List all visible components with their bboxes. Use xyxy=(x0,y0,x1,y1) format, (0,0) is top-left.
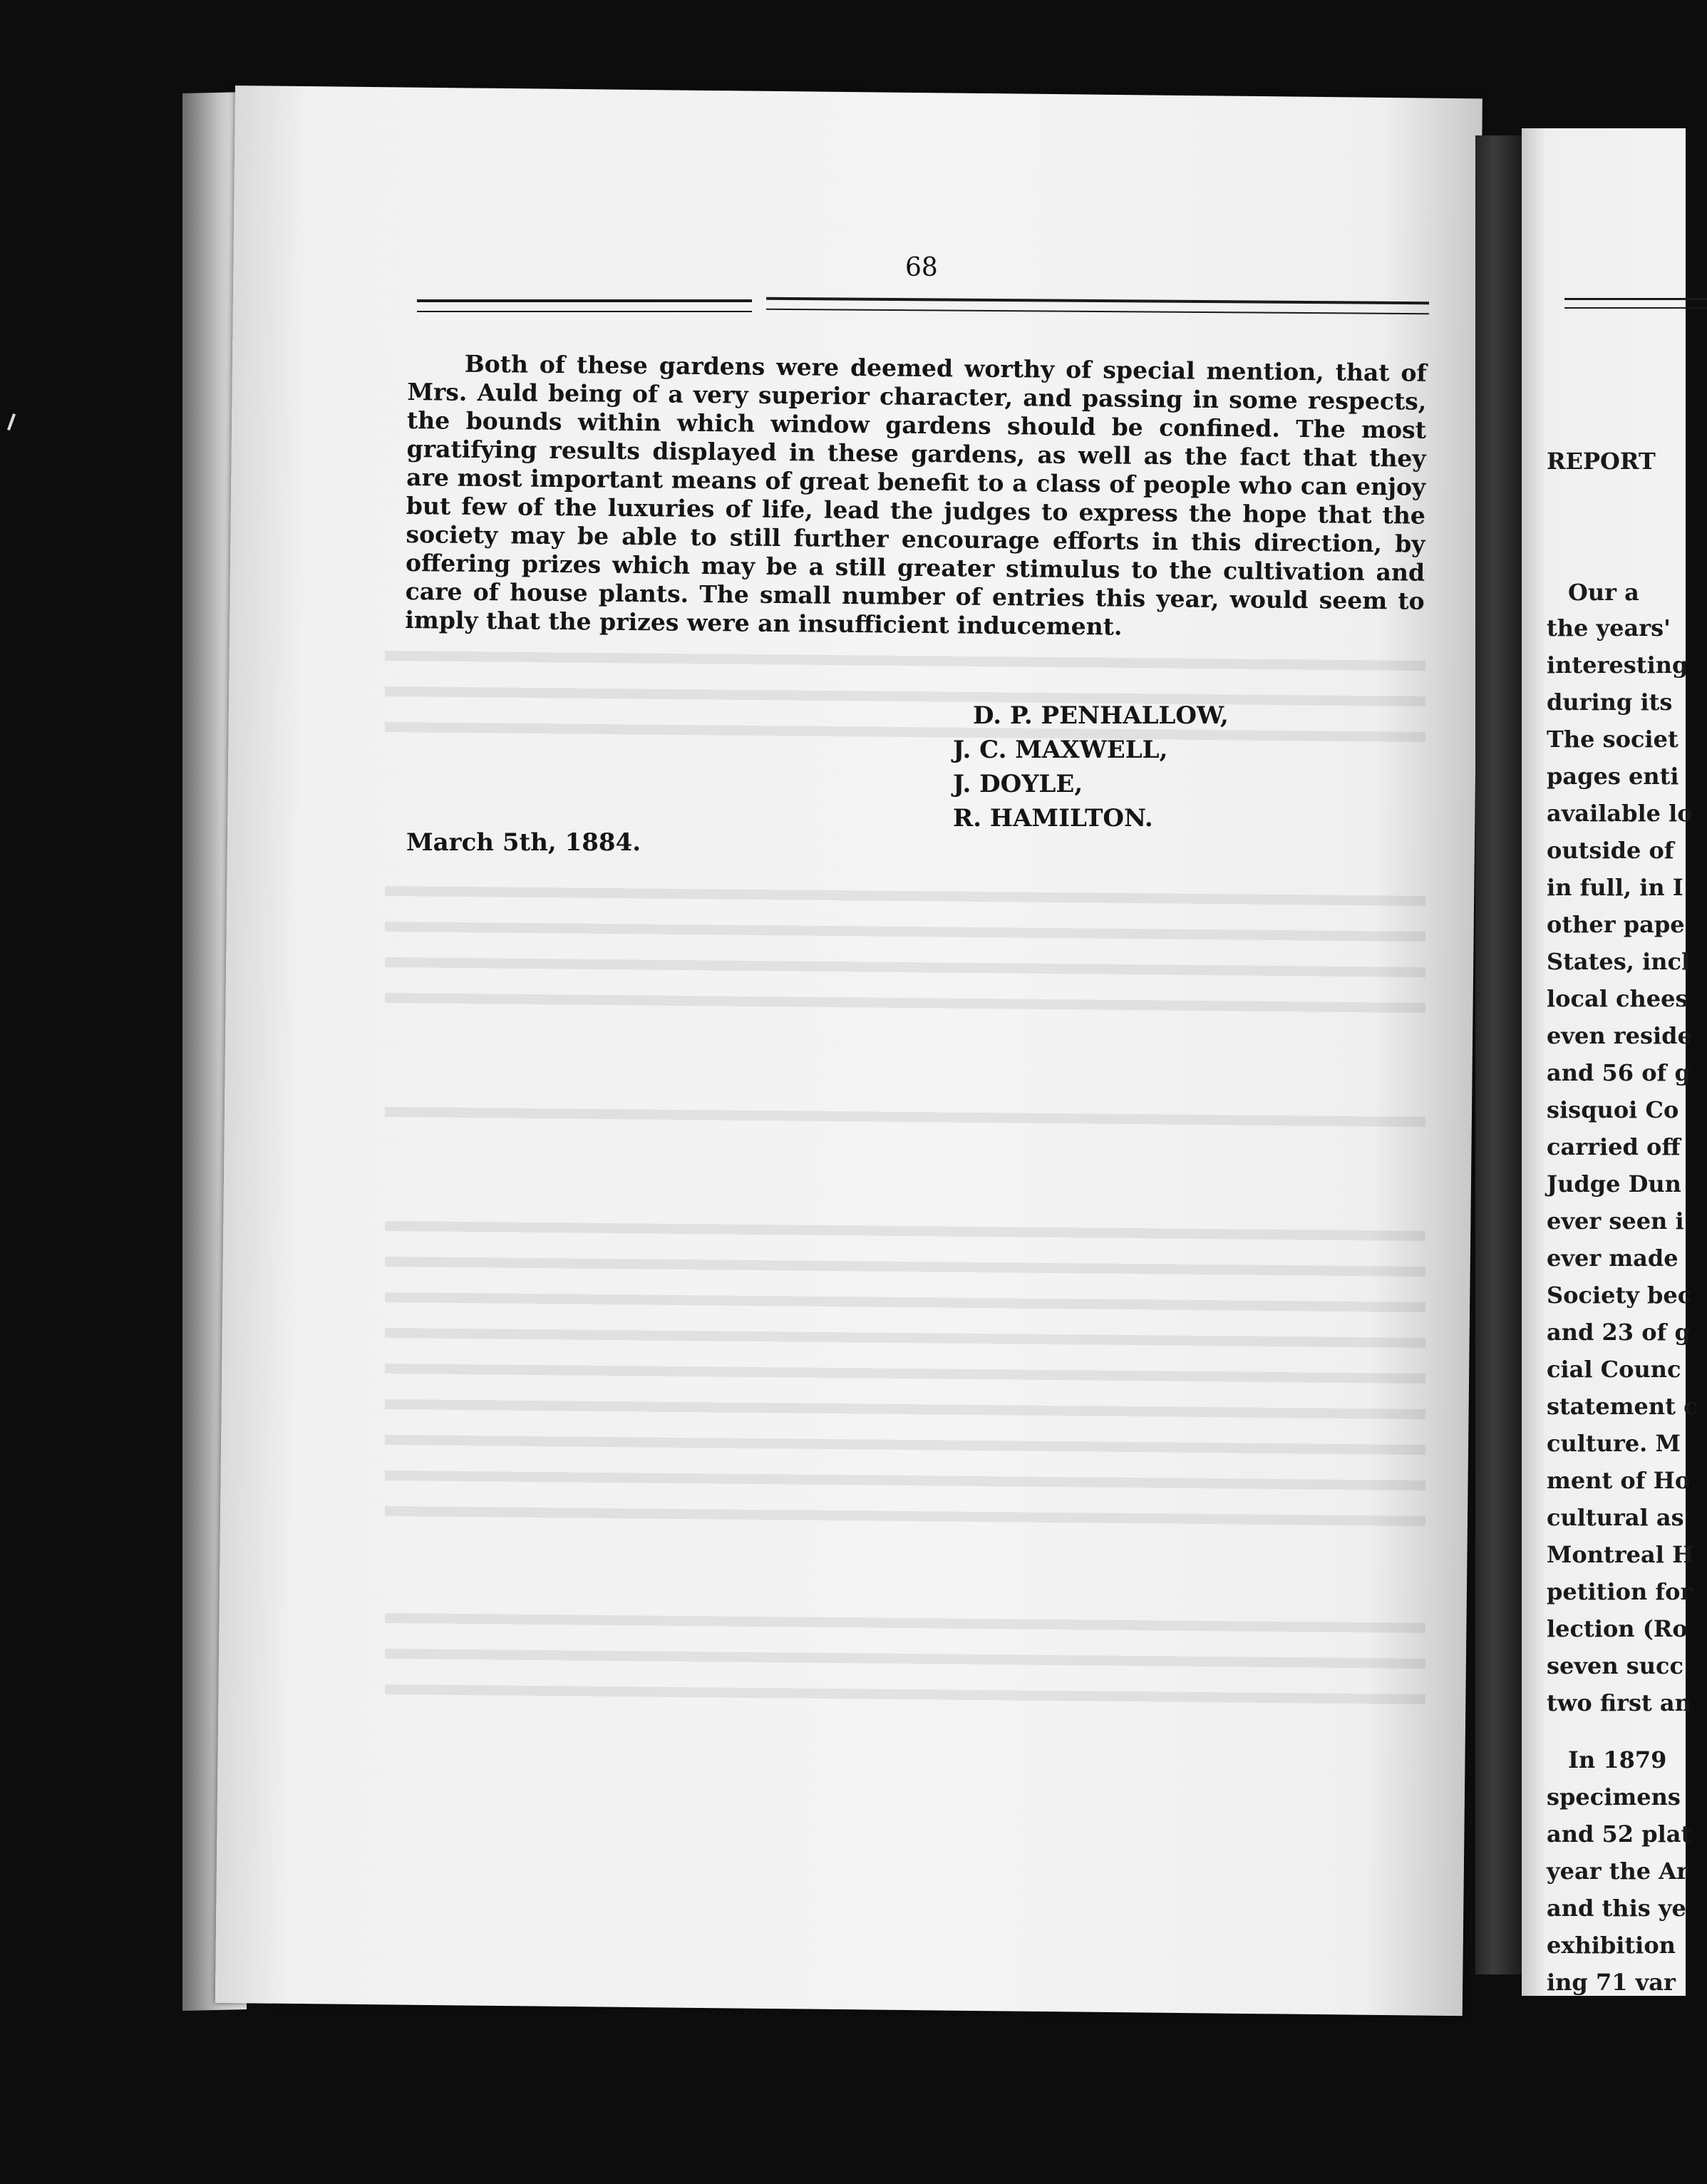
right-page-line: year the Ar xyxy=(1547,1858,1688,1885)
right-page-line: and 56 of g xyxy=(1547,1059,1691,1086)
bleed-through-texture xyxy=(385,642,1440,1753)
right-page-line: outside of xyxy=(1547,837,1674,864)
right-page-line: other pape xyxy=(1547,911,1685,938)
right-page-line: even reside xyxy=(1547,1022,1692,1049)
signer-4: R. HAMILTON. xyxy=(953,804,1153,833)
right-page-line: interesting xyxy=(1547,651,1688,679)
right-page-line: local chees xyxy=(1547,985,1688,1012)
right-page-rule xyxy=(1564,298,1707,309)
signer-1: D. P. PENHALLOW, xyxy=(973,701,1229,730)
right-page-line: In 1879 xyxy=(1568,1746,1667,1773)
right-page-line: pages enti xyxy=(1547,763,1679,790)
right-page-line: culture. M xyxy=(1547,1430,1681,1457)
right-page-line: States, incl xyxy=(1547,948,1691,975)
right-page-line: the years' xyxy=(1547,614,1671,642)
right-page-line: Society bec xyxy=(1547,1282,1692,1309)
right-page-line: cial Counc xyxy=(1547,1356,1681,1383)
right-page-line: ment of Ho xyxy=(1547,1467,1691,1494)
right-page-line: and 23 of g xyxy=(1547,1319,1691,1346)
right-page-line: petition for xyxy=(1547,1578,1693,1605)
right-page-line: exhibition xyxy=(1547,1932,1676,1959)
right-page-line: Our a xyxy=(1568,579,1639,606)
right-page-line: ever seen i xyxy=(1547,1207,1684,1235)
right-page-line: carried off xyxy=(1547,1133,1681,1160)
right-page-line: Montreal H xyxy=(1547,1541,1694,1568)
right-page-line: and 52 plat xyxy=(1547,1820,1692,1848)
report-date: March 5th, 1884. xyxy=(406,828,641,857)
right-page-line: in full, in I xyxy=(1547,874,1683,901)
right-page-line: ing 71 var xyxy=(1547,1969,1676,1996)
right-page-line: ever made xyxy=(1547,1245,1678,1272)
signer-3: J. DOYLE, xyxy=(953,770,1083,798)
book-spine-gutter xyxy=(1475,135,1522,1974)
signatories-list xyxy=(953,699,1229,835)
page-number: 68 xyxy=(905,253,938,282)
right-page-heading: REPORT xyxy=(1547,448,1656,475)
right-page-line: lection (Ro xyxy=(1547,1615,1688,1642)
paragraph-text: Both of these gardens were deemed worthy of special mention, that of Mrs. Auld being of a very superior character, and passing in some respects, the bounds within which window gardens should be confined. The most gratifying results displayed in these gardens, as well as the fact that they are most important means of great benefit to a class of people who can enjoy but few of the luxuries of life, lead the judges to express the hope that the society may be able to still further encourage efforts in this direction, by offering prizes which may be a still greater stimulus to the cultivation and care of house plants. The small number of entries this year, would seem to imply that the prizes were an insufficient inducement. xyxy=(405,349,1427,641)
signer-2: J. C. MAXWELL, xyxy=(953,736,1168,764)
right-page-line: available lo xyxy=(1547,800,1693,827)
right-page-line: Judge Dun xyxy=(1547,1170,1681,1197)
film-scratch xyxy=(7,413,16,431)
rule-segment-left xyxy=(417,299,752,312)
right-page-line: statement c xyxy=(1547,1393,1698,1420)
right-page-line: two first an xyxy=(1547,1689,1691,1716)
right-page-line: seven succ xyxy=(1547,1652,1683,1679)
right-page-line: sisquoi Co xyxy=(1547,1096,1679,1123)
right-page-line: cultural as xyxy=(1547,1504,1684,1531)
right-page-line: during its xyxy=(1547,689,1673,716)
right-page-line: and this ye xyxy=(1547,1895,1686,1922)
right-page-line: The societ xyxy=(1547,726,1678,753)
right-page-line: specimens xyxy=(1547,1783,1681,1810)
report-paragraph xyxy=(405,349,1427,644)
